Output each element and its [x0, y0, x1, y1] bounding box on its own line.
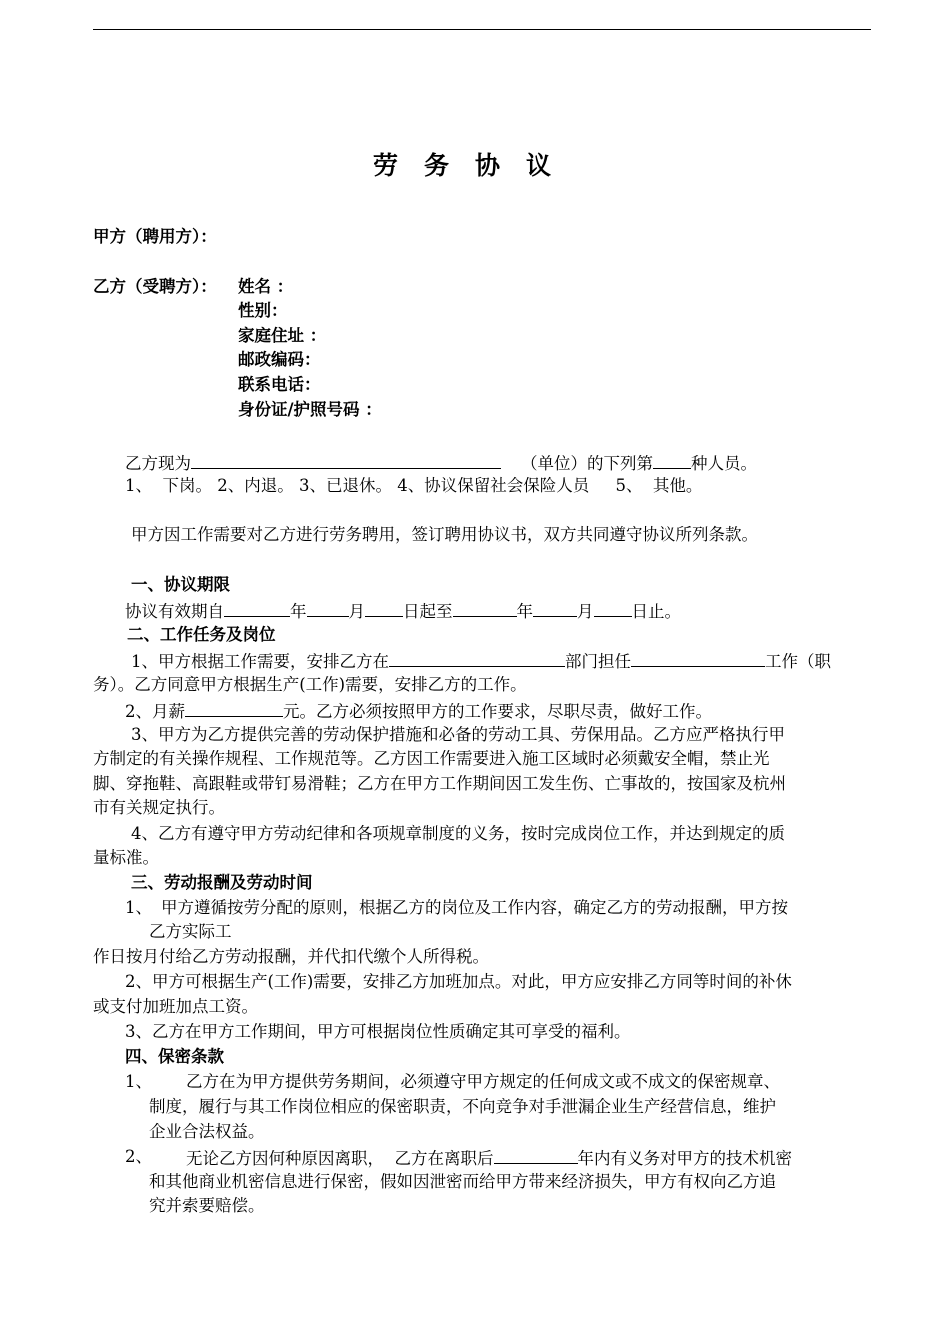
year-label: 年 [516, 602, 533, 621]
s4-p1-line3: 企业合法权益。 [149, 1122, 265, 1141]
section-4-heading: 四、保密条款 [125, 1047, 224, 1066]
s3-p1-line1: 甲方遵循按劳分配的原则，根据乙方的岗位及工作内容，确定乙方的劳动报酬，甲方按 [161, 898, 788, 917]
intro-paragraph: 甲方因工作需要对乙方进行劳务聘用，签订聘用协议书，双方共同遵守协议所列条款。 [131, 525, 758, 544]
day-from-label: 日起至 [403, 602, 453, 621]
start-year-blank[interactable] [224, 599, 290, 617]
month-label: 月 [348, 602, 365, 621]
category-blank[interactable] [653, 451, 691, 469]
month-label: 月 [577, 602, 594, 621]
start-month-blank[interactable] [307, 599, 349, 617]
term-text: 协议有效期自 [125, 602, 224, 621]
s4-p2-line2: 和其他商业机密信息进行保密，假如因泄密而给甲方带来经济损失，甲方有权向乙方追 [149, 1172, 776, 1191]
status-text-3: 种人员。 [691, 454, 757, 473]
end-month-blank[interactable] [533, 599, 577, 617]
s4-p2-line1 [186, 1146, 792, 1170]
field-postcode: 邮政编码： [238, 350, 321, 369]
party-a-label: 甲方（聘用方）： [93, 227, 217, 246]
s2-p1-text-c: 工作（职 [765, 652, 831, 671]
s4-p2-text-a: 无论乙方因何种原因离职， 乙方在离职后 [186, 1149, 494, 1168]
years-blank[interactable] [494, 1146, 578, 1164]
s3-p1-line3: 作日按月付给乙方劳动报酬，并代扣代缴个人所得税。 [93, 947, 489, 966]
s2-p3-line2: 方制定的有关操作规程、工作规范等。乙方因工作需要进入施工区域时必须戴安全帽，禁止光 [93, 749, 770, 768]
s4-p2-text-b: 年内有义务对甲方的技术机密 [577, 1149, 792, 1168]
start-day-blank[interactable] [365, 599, 403, 617]
s2-p1-line2: 务）。乙方同意甲方根据生产(工作)需要，安排乙方的工作。 [93, 675, 527, 694]
year-label: 年 [290, 602, 307, 621]
term-line [125, 599, 681, 623]
s2-p1-line1 [131, 649, 831, 673]
s2-p1-text-b: 部门担任 [565, 652, 631, 671]
s3-p2-line1: 2、甲方可根据生产(工作)需要，安排乙方加班加点。对此，甲方应安排乙方同等时间的补休 [125, 972, 792, 991]
document-title: 劳务协议 [372, 151, 577, 180]
s3-p1-number: 1、 [125, 898, 152, 917]
status-options: 1、 下岗。 2、内退。 3、已退休。 4、协议保留社会保险人员 5、 其他。 [125, 476, 703, 495]
s2-p3-line1: 3、甲方为乙方提供完善的劳动保护措施和必备的劳动工具、劳保用品。乙方应严格执行甲 [131, 725, 785, 744]
s4-p2-number: 2、 [125, 1147, 152, 1166]
header-rule [93, 29, 871, 30]
s2-p4-line2: 量标准。 [93, 848, 159, 867]
s4-p1-line2: 制度，履行与其工作岗位相应的保密职责，不向竞争对手泄漏企业生产经营信息，维护 [149, 1097, 776, 1116]
position-blank[interactable] [631, 649, 765, 667]
unit-blank[interactable] [191, 451, 501, 469]
s3-p2-line2: 或支付加班加点工资。 [93, 997, 258, 1016]
status-text-2: （单位）的下列第 [521, 454, 653, 473]
field-gender: 性别： [238, 301, 288, 320]
day-to-label: 日止。 [631, 602, 681, 621]
s3-p3: 3、乙方在甲方工作期间，甲方可根据岗位性质确定其可享受的福利。 [125, 1022, 631, 1041]
party-b-label: 乙方（受聘方）： [93, 277, 217, 296]
salary-label: 2、月薪 [125, 702, 185, 721]
field-id-number: 身份证/护照号码 ： [238, 400, 382, 419]
s4-p2-line3: 究并索要赔偿。 [149, 1196, 265, 1215]
field-name: 姓名 ： [238, 277, 294, 296]
section-1-heading: 一、协议期限 [131, 575, 230, 594]
section-2-heading: 二、工作任务及岗位 [127, 625, 276, 644]
salary-text: 元。乙方必须按照甲方的工作要求，尽职尽责，做好工作。 [283, 702, 712, 721]
status-text-1: 乙方现为 [125, 454, 191, 473]
s3-p1-line2: 乙方实际工 [149, 922, 232, 941]
field-address: 家庭住址 ： [238, 326, 327, 345]
s2-p3-line3: 脚、穿拖鞋、高跟鞋或带钉易滑鞋；乙方在甲方工作期间因工发生伤、亡事故的，按国家及杭州 [93, 774, 786, 793]
s2-p1-text-a: 1、甲方根据工作需要，安排乙方在 [131, 652, 389, 671]
s2-p4-line1: 4、乙方有遵守甲方劳动纪律和各项规章制度的义务，按时完成岗位工作，并达到规定的质 [131, 824, 785, 843]
status-line [125, 451, 757, 475]
s4-p1-number: 1、 [125, 1072, 152, 1091]
s4-p1-line1: 乙方在为甲方提供劳务期间，必须遵守甲方规定的任何成文或不成文的保密规章、 [186, 1072, 780, 1091]
section-3-heading: 三、劳动报酬及劳动时间 [131, 873, 313, 892]
s2-p2 [125, 699, 712, 723]
end-year-blank[interactable] [453, 599, 517, 617]
field-phone: 联系电话： [238, 375, 321, 394]
department-blank[interactable] [389, 649, 565, 667]
salary-blank[interactable] [185, 699, 283, 717]
end-day-blank[interactable] [594, 599, 632, 617]
s2-p3-line4: 市有关规定执行。 [93, 798, 225, 817]
